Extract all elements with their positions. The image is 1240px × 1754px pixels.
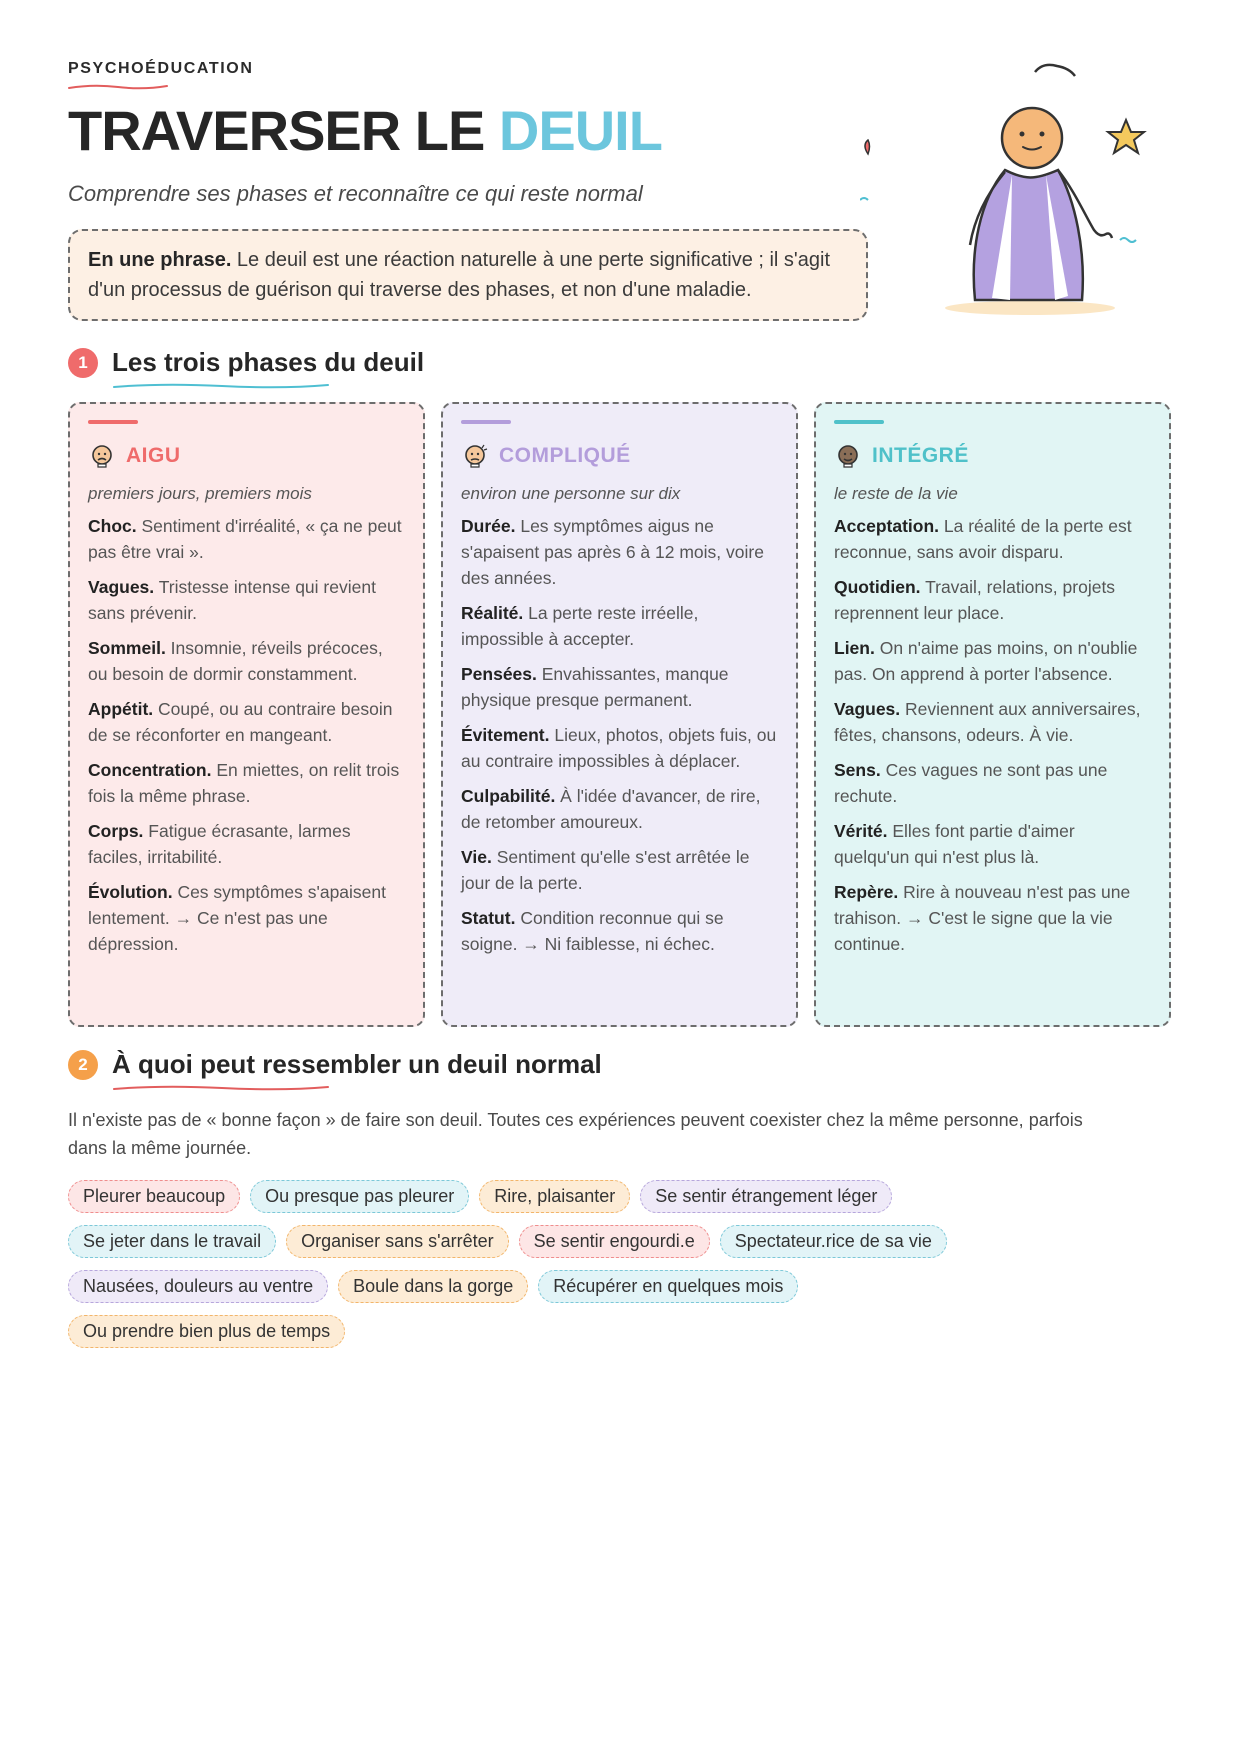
phase-item-label: Choc. <box>88 516 137 536</box>
phase-item <box>834 513 1151 565</box>
phase-item-text: La perte reste irréelle, impossible à accepter. <box>461 603 699 649</box>
phase-item-label: Évitement. <box>461 725 550 745</box>
phase-item <box>88 513 405 565</box>
phase-item <box>461 844 778 896</box>
phase-item <box>461 722 778 774</box>
phase-item <box>834 574 1151 626</box>
phase-card <box>441 402 798 1027</box>
phase-item-text: Insomnie, réveils précoces, ou besoin de dormir constamment. <box>88 638 383 684</box>
phase-item-label: Évolution. <box>88 882 173 902</box>
phase-color-tab <box>834 420 884 424</box>
phase-item-text: Travail, relations, projets reprennent leur place. <box>834 577 1116 623</box>
experience-tags <box>68 1180 1068 1348</box>
phase-item-text: Reviennent aux anniversaires, fêtes, chansons, odeurs. À vie. <box>834 699 1141 745</box>
sad-face-icon <box>88 442 116 470</box>
phase-item-label: Culpabilité. <box>461 786 556 806</box>
phase-item <box>461 905 778 957</box>
phase-header <box>88 442 405 470</box>
phase-item-label: Appétit. <box>88 699 154 719</box>
experience-tag: Boule dans la gorge <box>338 1270 528 1303</box>
phase-item-text: Envahissantes, manque physique presque permanent. <box>461 664 729 710</box>
experience-tag: Pleurer beaucoup <box>68 1180 240 1213</box>
phase-item <box>834 818 1151 870</box>
phase-item-label: Repère. <box>834 882 899 902</box>
phase-item-label: Vie. <box>461 847 492 867</box>
phases-row <box>68 402 1172 1027</box>
phase-item-text: Sentiment qu'elle s'est arrêtée le jour de la perte. <box>461 847 750 893</box>
phase-item-text: Condition reconnue qui se soigne. → Ni faiblesse, ni échec. <box>461 908 724 954</box>
phase-item-label: Statut. <box>461 908 516 928</box>
phase-item-text: À l'idée d'avancer, de rire, de retomber amoureux. <box>461 786 761 832</box>
phase-item-label: Sens. <box>834 760 881 780</box>
summary-text: Le deuil est une réaction naturelle à une perte significative ; il s'agit d'un processus de guérison qui traverse des phases, et non d'une maladie. <box>88 249 830 301</box>
section-1-underline <box>112 382 330 390</box>
phase-item <box>88 879 405 957</box>
phase-header <box>461 442 778 470</box>
phase-title: AIGU <box>126 444 181 467</box>
phase-item-label: Sommeil. <box>88 638 166 658</box>
phase-item-label: Vagues. <box>834 699 901 719</box>
eyebrow-underline <box>68 83 168 91</box>
section-2-header <box>68 1049 1172 1080</box>
experience-tag: Ou presque pas pleurer <box>250 1180 469 1213</box>
title-main: TRAVERSER LE <box>68 99 499 162</box>
phase-header <box>834 442 1151 470</box>
experience-tag: Nausées, douleurs au ventre <box>68 1270 328 1303</box>
phase-subtitle: environ une personne sur dix <box>461 484 681 503</box>
section-1-badge: 1 <box>68 348 98 378</box>
phase-item-label: Pensées. <box>461 664 537 684</box>
phase-color-tab <box>88 420 138 424</box>
phase-item <box>88 757 405 809</box>
experience-tag: Récupérer en quelques mois <box>538 1270 798 1303</box>
eyebrow: PSYCHOÉDUCATION <box>68 60 254 77</box>
phase-item-text: Fatigue écrasante, larmes faciles, irritabilité. <box>88 821 351 867</box>
phase-item <box>461 661 778 713</box>
section-2-underline <box>112 1084 330 1092</box>
phase-item-label: Vérité. <box>834 821 888 841</box>
phase-item-label: Corps. <box>88 821 144 841</box>
phase-item-text: Rire à nouveau n'est pas une trahison. → C'est le signe que la vie continue. <box>834 882 1131 954</box>
phase-card <box>814 402 1171 1027</box>
phase-item-text: On n'aime pas moins, on n'oublie pas. On apprend à porter l'absence. <box>834 638 1138 684</box>
phase-item-label: Acceptation. <box>834 516 940 536</box>
phase-item-text: Lieux, photos, objets fuis, ou au contraire impossibles à déplacer. <box>461 725 777 771</box>
phase-item-text: En miettes, on relit trois fois la même phrase. <box>88 760 400 806</box>
experience-tag: Rire, plaisanter <box>479 1180 630 1213</box>
title-accent: DEUIL <box>498 99 662 162</box>
experience-tag: Se sentir engourdi.e <box>519 1225 710 1258</box>
phase-item-text: Elles font partie d'aimer quelqu'un qui n'est plus là. <box>834 821 1075 867</box>
grieving-figure-illustration <box>860 50 1170 330</box>
phase-item <box>834 879 1151 957</box>
calm-face-icon <box>834 442 862 470</box>
phase-item <box>834 635 1151 687</box>
phase-item <box>88 696 405 748</box>
page-subtitle: Comprendre ses phases et reconnaître ce qui reste normal <box>68 181 643 206</box>
phase-title: COMPLIQUÉ <box>499 444 631 467</box>
phase-color-tab <box>461 420 511 424</box>
experience-tag: Se sentir étrangement léger <box>640 1180 892 1213</box>
experience-tag: Organiser sans s'arrêter <box>286 1225 509 1258</box>
phase-item-text: Tristesse intense qui revient sans prévenir. <box>88 577 376 623</box>
section-1-title: Les trois phases du deuil <box>112 347 425 377</box>
phase-item <box>88 635 405 687</box>
phase-item-label: Quotidien. <box>834 577 921 597</box>
phase-subtitle: le reste de la vie <box>834 484 958 503</box>
phase-item <box>834 696 1151 748</box>
phase-item <box>88 818 405 870</box>
phase-card <box>68 402 425 1027</box>
phase-item <box>461 600 778 652</box>
section-1-header <box>68 347 1172 378</box>
worried-face-icon <box>461 442 489 470</box>
phase-item-text: Les symptômes aigus ne s'apaisent pas après 6 à 12 mois, voire des années. <box>461 516 764 588</box>
phase-item <box>461 783 778 835</box>
experience-tag: Spectateur.rice de sa vie <box>720 1225 947 1258</box>
experience-tag: Ou prendre bien plus de temps <box>68 1315 345 1348</box>
summary-label: En une phrase. <box>88 249 232 271</box>
phase-item-label: Lien. <box>834 638 875 658</box>
phase-item-label: Réalité. <box>461 603 524 623</box>
phase-item-label: Concentration. <box>88 760 212 780</box>
phase-item-text: Sentiment d'irréalité, « ça ne peut pas être vrai ». <box>88 516 402 562</box>
section-2-title: À quoi peut ressembler un deuil normal <box>112 1049 602 1079</box>
phase-item-text: Ces vagues ne sont pas une rechute. <box>834 760 1108 806</box>
phase-item-text: Ces symptômes s'apaisent lentement. → Ce n'est pas une dépression. <box>88 882 387 954</box>
phase-item <box>461 513 778 591</box>
phase-item-label: Vagues. <box>88 577 155 597</box>
section-2-intro: Il n'existe pas de « bonne façon » de faire son deuil. Toutes ces expériences peuvent coexister chez la même personne, parfois dans la même journée. <box>68 1110 1083 1158</box>
phase-item-text: Coupé, ou au contraire besoin de se réconforter en mangeant. <box>88 699 393 745</box>
section-2-badge: 2 <box>68 1050 98 1080</box>
phase-subtitle: premiers jours, premiers mois <box>88 484 312 503</box>
phase-item <box>88 574 405 626</box>
phase-item-text: La réalité de la perte est reconnue, sans avoir disparu. <box>834 516 1132 562</box>
experience-tag: Se jeter dans le travail <box>68 1225 276 1258</box>
phase-item <box>834 757 1151 809</box>
phase-title: INTÉGRÉ <box>872 444 969 467</box>
phase-item-label: Durée. <box>461 516 516 536</box>
summary-box <box>68 229 868 321</box>
